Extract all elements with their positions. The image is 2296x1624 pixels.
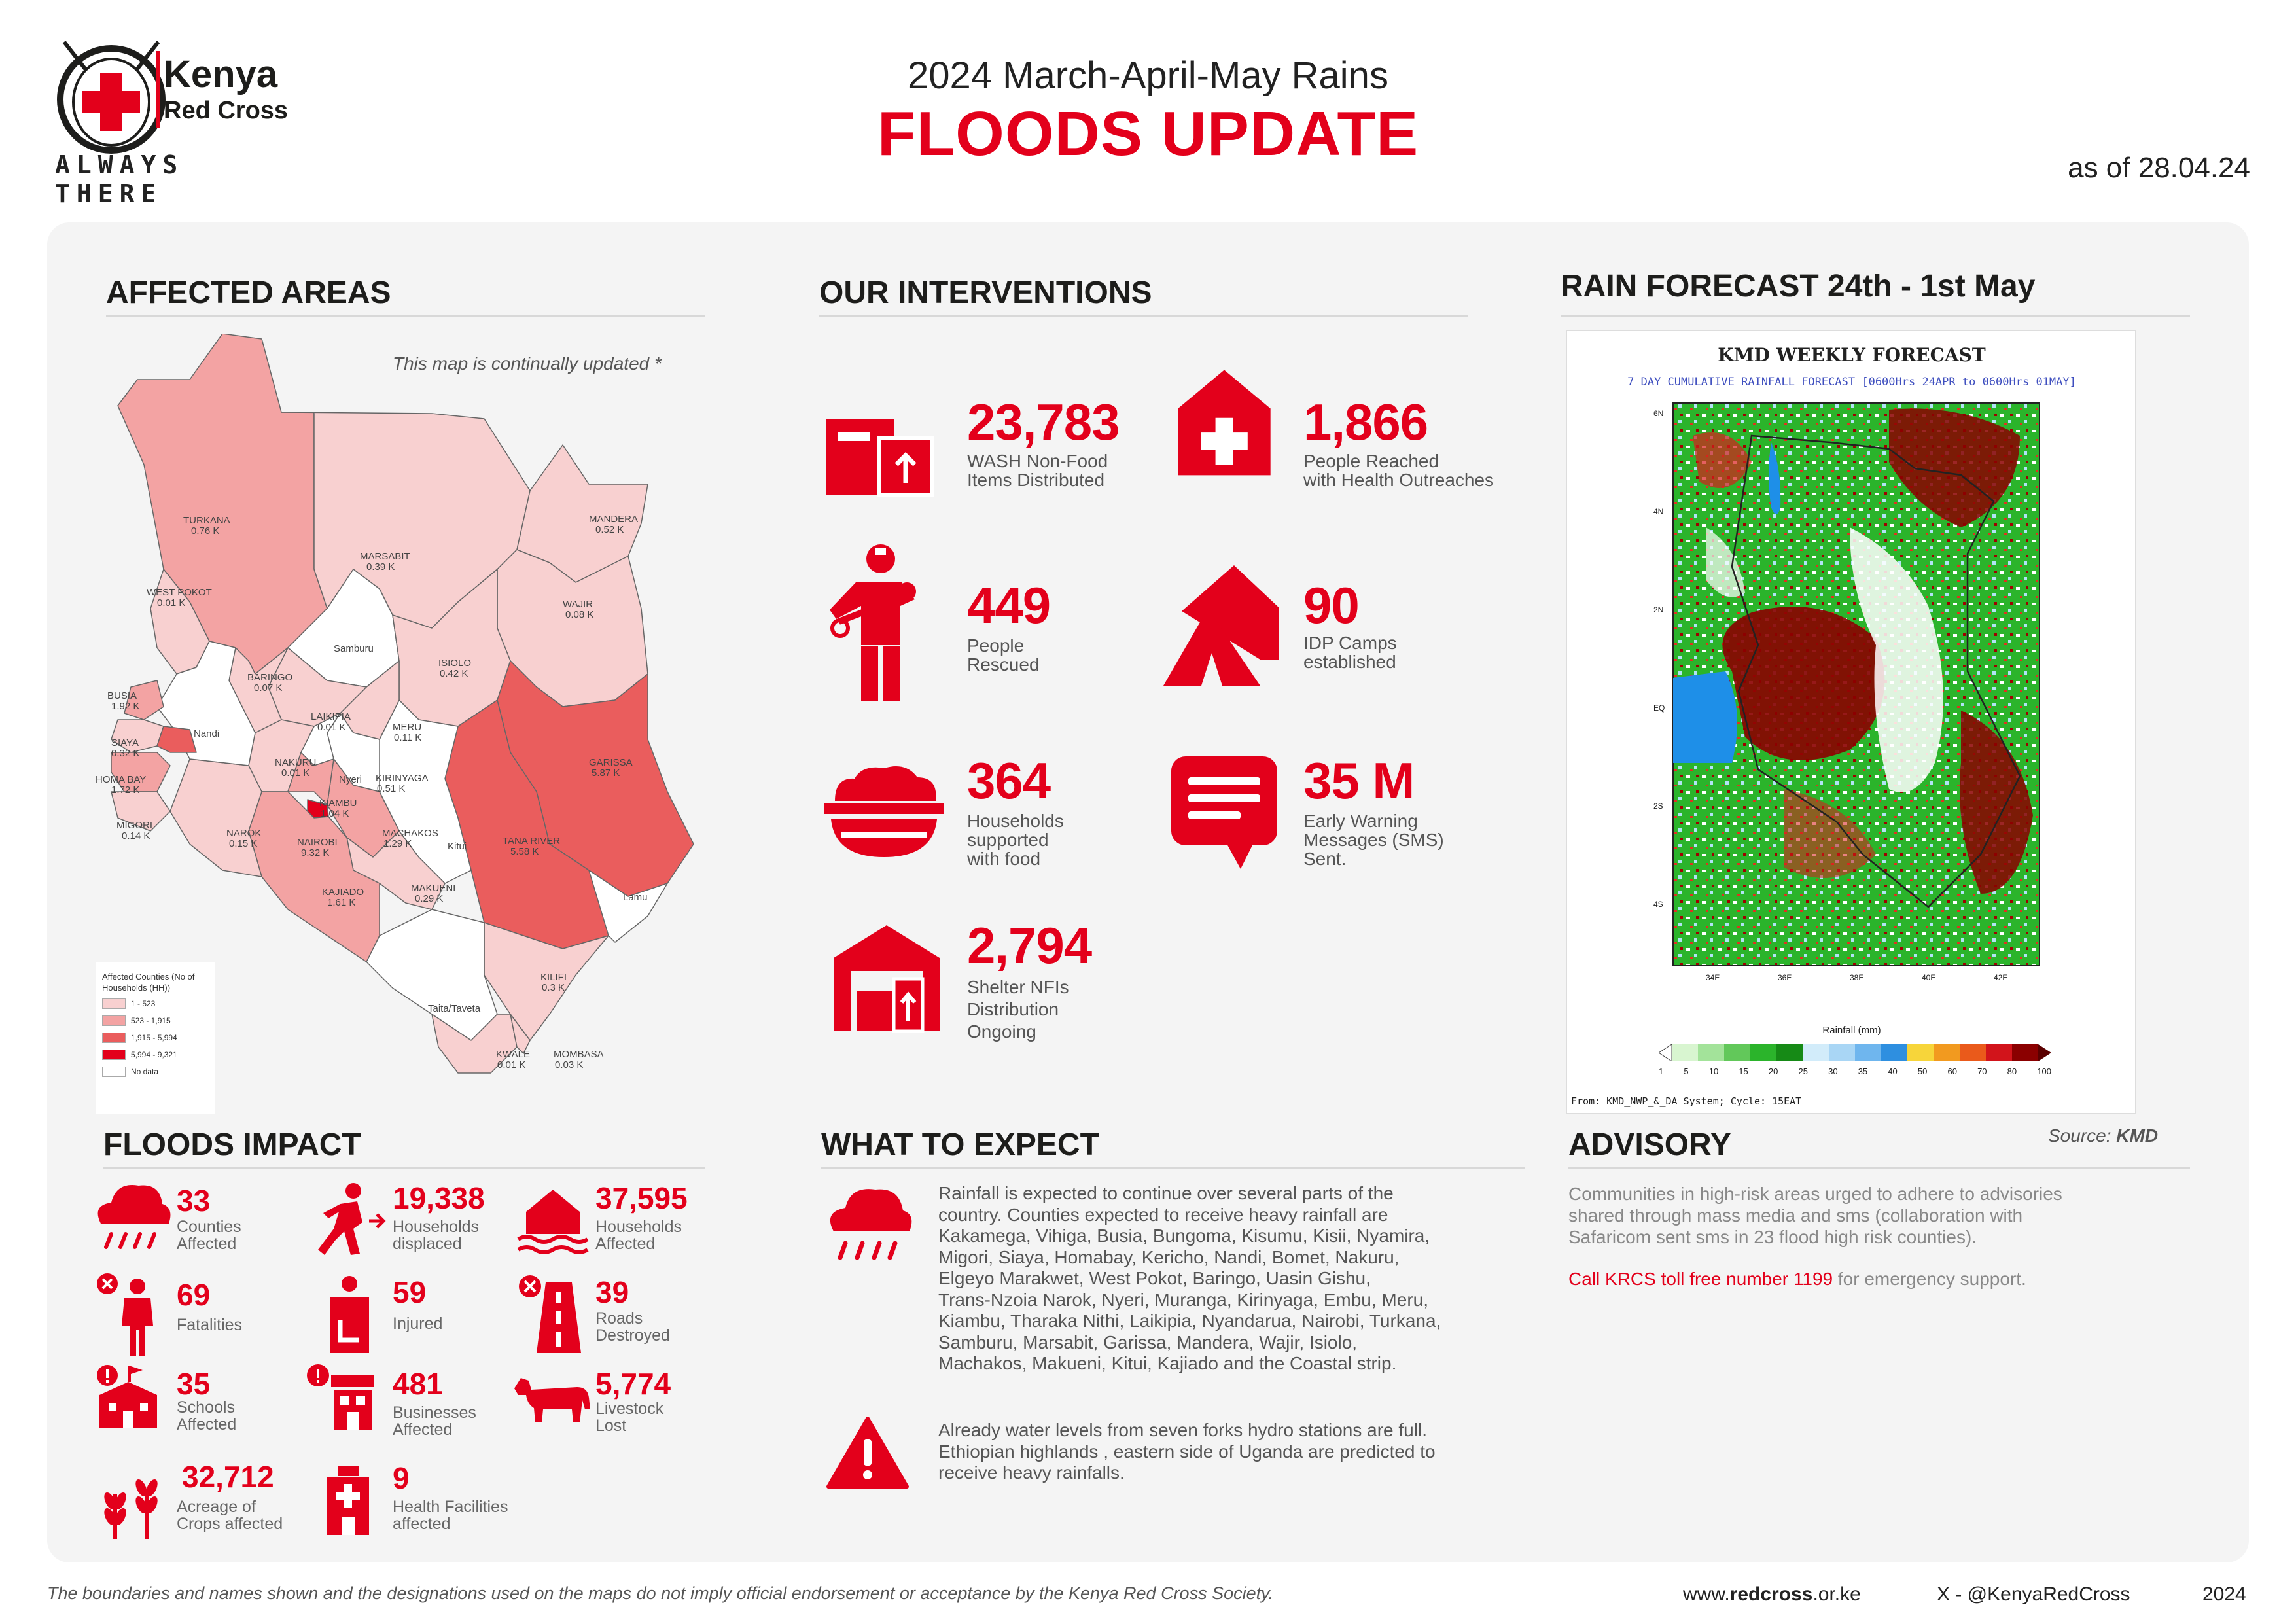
- label-wajir: WAJIR: [563, 599, 593, 610]
- label-homa-bay: HOMA BAY: [96, 774, 147, 785]
- scale-tick: 1: [1659, 1067, 1664, 1076]
- value-kirinyaga: 0.51 K: [377, 783, 406, 794]
- expect-line: Elgeyo Marakwet, West Pokot, Baringo, Uasin Gishu,: [938, 1268, 1371, 1288]
- header-subtitle: 2024 March-April-May Rains: [908, 54, 1388, 97]
- im-value-health: 9: [393, 1461, 410, 1495]
- label-mandera: MANDERA: [589, 514, 639, 525]
- label-laikipia: LAIKIPIA: [311, 711, 351, 722]
- im-label-displaced-1: Households: [393, 1218, 480, 1236]
- forecast-image-title: KMD WEEKLY FORECAST: [1718, 344, 1986, 366]
- value-meru: 0.11 K: [394, 732, 422, 743]
- value-wajir: 0.08 K: [565, 609, 594, 620]
- label-siaya: SIAYA: [111, 737, 139, 749]
- iv-label-wash-2: Items Distributed: [967, 470, 1105, 490]
- advisory-call: [1568, 1269, 2026, 1290]
- expect-line: Trans-Nzoia Narok, Nyeri, Muranga, Kirinyaga, Embu, Meru,: [938, 1289, 1428, 1310]
- legend-row: [102, 998, 208, 1009]
- county-kisumu: [157, 726, 196, 752]
- im-value-displaced: 19,338: [393, 1181, 485, 1215]
- expect-line: Kiambu, Tharaka Nithi, Laikipia, Nyandarua, Nairobi, Turkana,: [938, 1311, 1441, 1331]
- value-machakos: 1.29 K: [383, 838, 412, 849]
- legend-title: Affected Counties (No of Households (HH)): [102, 972, 195, 993]
- im-label-livestock-1: Livestock: [595, 1400, 664, 1418]
- expect-title: WHAT TO EXPECT: [821, 1127, 1099, 1162]
- forecast-scale-ticks: [1659, 1067, 2051, 1076]
- label-narok: NAROK: [226, 828, 262, 839]
- scale-tick: 35: [1858, 1067, 1868, 1076]
- logo-name-line1: Kenya: [164, 53, 278, 96]
- county-turkana: [118, 334, 327, 674]
- im-label-hh-affected-2: Affected: [595, 1235, 656, 1253]
- expect-line: receive heavy rainfalls.: [938, 1462, 1125, 1483]
- label-turkana: TURKANA: [183, 515, 230, 526]
- iv-value-sms: 35 M: [1303, 752, 1415, 809]
- label-busia: BUSIA: [107, 690, 137, 701]
- advisory-divider: [1568, 1167, 2190, 1169]
- label-marsabit: MARSABIT: [360, 551, 410, 562]
- im-label-roads-1: Roads: [595, 1309, 643, 1328]
- header-date: as of 28.04.24: [2068, 152, 2250, 184]
- label-kiambu: KIAMBU: [319, 798, 357, 809]
- advisory-text: [1568, 1183, 2157, 1248]
- iv-label-idp-2: established: [1303, 652, 1396, 672]
- expect-line: Samburu, Marsabit, Garissa, Mandera, Wajir, Isiolo,: [938, 1332, 1358, 1352]
- lat-tick: 2N: [1653, 605, 1664, 614]
- scale-tick: 25: [1798, 1067, 1808, 1076]
- health-house-icon: [1169, 366, 1280, 478]
- label-kitui: Kitui: [448, 841, 467, 852]
- scale-tick: 100: [2037, 1067, 2051, 1076]
- footer-year: 2024: [2202, 1583, 2246, 1605]
- label-kajiado: KAJIADO: [322, 887, 364, 898]
- expect-divider: [821, 1167, 1525, 1169]
- warning-icon: [826, 1416, 910, 1489]
- expect-line: country. Counties expected to receive heavy rainfall are: [938, 1204, 1388, 1225]
- label-isiolo: ISIOLO: [438, 658, 472, 669]
- footer-web-bold: redcross: [1729, 1583, 1813, 1605]
- iv-label-wash-1: WASH Non-Food: [967, 451, 1108, 471]
- legend-label: No data: [131, 1067, 159, 1076]
- scale-tick: 80: [2007, 1067, 2017, 1076]
- value-makueni: 0.29 K: [415, 893, 444, 904]
- forecast-scale-label: Rainfall (mm): [1822, 1025, 1881, 1036]
- forecast-title: RAIN FORECAST 24th - 1st May: [1561, 269, 2036, 304]
- expect-line: Migori, Siaya, Homabay, Kericho, Nandi, Bomet, Nakuru,: [938, 1246, 1400, 1267]
- map-legend: [96, 962, 215, 1114]
- legend-label: 523 - 1,915: [131, 1016, 171, 1025]
- footer-disclaimer: The boundaries and names shown and the designations used on the maps do not imply official endorsement or acceptance by the Kenya Red Cross Society.: [47, 1583, 1274, 1603]
- legend-swatch: [102, 1050, 126, 1060]
- im-value-hh-affected: 37,595: [595, 1181, 688, 1215]
- road-icon: [517, 1273, 589, 1354]
- im-label-fatalities-1: Fatalities: [177, 1316, 243, 1334]
- impact-title: FLOODS IMPACT: [103, 1127, 361, 1162]
- label-migori: MIGORI: [116, 820, 152, 831]
- im-value-schools: 35: [177, 1367, 211, 1401]
- logo-name-line2: Red Cross: [164, 97, 289, 124]
- expect-line: Rainfall is expected to continue over several parts of the: [938, 1183, 1394, 1203]
- advisory-title: ADVISORY: [1568, 1127, 1731, 1162]
- label-west-pokot: WEST POKOT: [147, 587, 212, 598]
- scale-tick: 15: [1739, 1067, 1748, 1076]
- im-label-hh-affected-1: Households: [595, 1218, 682, 1236]
- value-kilifi: 0.3 K: [542, 982, 565, 993]
- im-label-schools-2: Affected: [177, 1415, 237, 1434]
- im-label-crops-1: Acreage of: [177, 1498, 256, 1516]
- label-mombasa: MOMBASA: [554, 1049, 604, 1060]
- legend-row: [102, 1033, 208, 1043]
- cow-icon: [512, 1371, 593, 1424]
- forecast-divider: [1561, 315, 2190, 317]
- im-value-crops: 32,712: [182, 1460, 274, 1494]
- lon-tick: 34E: [1706, 973, 1720, 982]
- value-kiambu: 1.04 K: [321, 808, 349, 819]
- rain-cloud-icon: [823, 1180, 915, 1265]
- im-label-businesses-2: Affected: [393, 1421, 453, 1439]
- value-garissa: 5.87 K: [592, 768, 620, 779]
- value-narok: 0.15 K: [229, 838, 258, 849]
- forecast-from-text: From: KMD_NWP_&_DA System; Cycle: 15EAT: [1571, 1095, 1802, 1107]
- iv-label-sms-3: Sent.: [1303, 849, 1347, 869]
- value-laikipia: 0.01 K: [317, 722, 346, 733]
- value-nairobi: 9.32 K: [301, 847, 330, 858]
- iv-label-health-1: People Reached: [1303, 451, 1439, 471]
- iv-label-shelter-1: Shelter NFIs: [967, 977, 1069, 997]
- label-nyeri: Nyeri: [339, 774, 362, 785]
- im-label-schools-1: Schools: [177, 1398, 235, 1417]
- iv-label-food-2: supported: [967, 830, 1049, 850]
- iv-label-rescued-1: People: [967, 635, 1025, 656]
- injured-icon: [323, 1275, 376, 1356]
- expect-line: Ethiopian highlands , eastern side of Uganda are predicted to: [938, 1441, 1436, 1462]
- iv-label-shelter-3: Ongoing: [967, 1021, 1036, 1042]
- scale-tick: 70: [1977, 1067, 1987, 1076]
- scale-tick: 40: [1888, 1067, 1898, 1076]
- scale-tick: 60: [1947, 1067, 1957, 1076]
- advisory-line: Safaricom sent sms in 23 flood high risk counties).: [1568, 1227, 1977, 1247]
- advisory-call-rest: for emergency support.: [1833, 1269, 2026, 1289]
- value-mombasa: 0.03 K: [555, 1059, 584, 1070]
- value-nakuru: 0.01 K: [281, 768, 310, 779]
- label-taita-taveta: Taita/Taveta: [428, 1003, 481, 1014]
- lat-tick: 4S: [1653, 900, 1663, 909]
- boxes-icon: [823, 391, 934, 503]
- forecast-source-name: KMD: [2116, 1125, 2159, 1146]
- label-kilifi: KILIFI: [540, 972, 567, 983]
- scale-tick: 10: [1708, 1067, 1719, 1076]
- food-bowl-icon: [822, 762, 946, 860]
- value-migori: 0.14 K: [122, 830, 150, 841]
- label-lamu: Lamu: [623, 892, 648, 903]
- iv-label-health-2: with Health Outreaches: [1303, 470, 1494, 490]
- iv-label-sms-1: Early Warning: [1303, 811, 1418, 831]
- iv-label-food-1: Households: [967, 811, 1064, 831]
- im-label-counties-2: Affected: [177, 1235, 237, 1253]
- legend-swatch: [102, 1033, 126, 1043]
- value-busia: 1.92 K: [111, 701, 140, 712]
- label-samburu: Samburu: [334, 643, 374, 654]
- label-kirinyaga: KIRINYAGA: [376, 773, 429, 784]
- legend-swatch: [102, 998, 126, 1009]
- forecast-image-subtitle: 7 DAY CUMULATIVE RAINFALL FORECAST [0600Hrs 24APR to 0600Hrs 01MAY]: [1627, 376, 2076, 389]
- legend-swatch: [102, 1067, 126, 1077]
- lon-tick: 42E: [1994, 973, 2008, 982]
- label-nairobi: NAIROBI: [297, 837, 338, 848]
- label-kwale: KWALE: [496, 1049, 530, 1060]
- forecast-source: [2048, 1125, 2158, 1146]
- map-note: This map is continually updated *: [393, 353, 662, 374]
- im-label-counties-1: Counties: [177, 1218, 241, 1236]
- forecast-source-prefix: Source:: [2048, 1125, 2117, 1146]
- scale-tick: 20: [1768, 1067, 1778, 1076]
- iv-value-shelter: 2,794: [967, 917, 1092, 974]
- header-title: FLOODS UPDATE: [877, 99, 1419, 169]
- im-label-health-1: Health Facilities: [393, 1498, 508, 1516]
- rain-cloud-icon: [92, 1178, 173, 1256]
- lon-tick: 38E: [1850, 973, 1864, 982]
- im-label-roads-2: Destroyed: [595, 1326, 670, 1345]
- expect-para1: [938, 1183, 1525, 1375]
- value-mandera: 0.52 K: [595, 524, 624, 535]
- iv-value-rescued: 449: [967, 576, 1051, 634]
- affected-areas-title: AFFECTED AREAS: [106, 275, 391, 310]
- lon-tick: 40E: [1922, 973, 1936, 982]
- iv-label-rescued-2: Rescued: [967, 654, 1040, 675]
- im-label-injured-1: Injured: [393, 1315, 443, 1333]
- advisory-line: shared through mass media and sms (collaboration with: [1568, 1205, 2023, 1226]
- advisory-hotline: Call KRCS toll free number 1199: [1568, 1269, 1833, 1289]
- value-baringo: 0.07 K: [254, 682, 283, 694]
- iv-value-food: 364: [967, 752, 1051, 809]
- flooded-house-icon: [517, 1186, 589, 1258]
- county-taita-taveta: [366, 909, 497, 1040]
- label-meru: MERU: [393, 722, 422, 733]
- value-homa-bay: 1.72 K: [111, 785, 140, 796]
- iv-value-health: 1,866: [1303, 393, 1428, 451]
- im-label-crops-2: Crops affected: [177, 1515, 283, 1533]
- im-value-injured: 59: [393, 1275, 427, 1309]
- scale-tick: 50: [1917, 1067, 1928, 1076]
- im-label-businesses-1: Businesses: [393, 1403, 476, 1422]
- running-person-icon: [314, 1182, 386, 1260]
- im-value-counties: 33: [177, 1184, 211, 1218]
- im-value-fatalities: 69: [177, 1278, 211, 1312]
- affected-areas-divider: [106, 315, 705, 317]
- value-kajiado: 1.61 K: [327, 897, 356, 908]
- label-baringo: BARINGO: [247, 672, 293, 683]
- lat-tick: EQ: [1653, 703, 1665, 713]
- label-machakos: MACHAKOS: [382, 828, 438, 839]
- scale-tick: 30: [1828, 1067, 1838, 1076]
- legend-label: 5,994 - 9,321: [131, 1050, 177, 1059]
- expect-line: Already water levels from seven forks hydro stations are full.: [938, 1420, 1427, 1440]
- lon-tick: 36E: [1778, 973, 1792, 982]
- iv-label-idp-1: IDP Camps: [1303, 633, 1397, 653]
- warehouse-icon: [831, 923, 942, 1034]
- im-label-health-2: affected: [393, 1515, 451, 1533]
- legend-row: [102, 1067, 208, 1077]
- footer-website-link[interactable]: [1683, 1583, 1861, 1606]
- expect-line: Machakos, Makueni, Kitui, Kajiado and the Coastal strip.: [938, 1353, 1397, 1373]
- value-siaya: 0.32 K: [111, 748, 140, 759]
- forecast-image: [1566, 330, 2136, 1114]
- expect-line: Kakamega, Vihiga, Busia, Bungoma, Kisumu, Kisii, Nyamira,: [938, 1226, 1430, 1246]
- value-tana-river: 5.58 K: [510, 846, 539, 857]
- value-isiolo: 0.42 K: [440, 668, 468, 679]
- value-marsabit: 0.39 K: [366, 561, 395, 573]
- interventions-divider: [819, 315, 1468, 317]
- iv-value-idp: 90: [1303, 576, 1359, 634]
- interventions-title: OUR INTERVENTIONS: [819, 275, 1152, 310]
- rainfall-color-scale: [1659, 1044, 2051, 1061]
- iv-label-food-3: with food: [967, 849, 1041, 869]
- legend-row: [102, 1015, 208, 1026]
- im-value-roads: 39: [595, 1275, 629, 1309]
- value-west-pokot: 0.01 K: [157, 597, 186, 609]
- fatality-icon: [96, 1272, 161, 1357]
- message-icon: [1169, 754, 1280, 872]
- label-nakuru: NAKURU: [275, 757, 317, 768]
- scale-tick: 5: [1684, 1067, 1689, 1076]
- health-facility-icon: [325, 1464, 372, 1536]
- lat-tick: 2S: [1653, 802, 1663, 811]
- label-tana-river: TANA RIVER: [503, 836, 561, 847]
- value-turkana: 0.76 K: [191, 525, 220, 537]
- legend-label: 1 - 523: [131, 999, 156, 1008]
- footer-web-suffix: .or.ke: [1812, 1583, 1861, 1605]
- im-value-livestock: 5,774: [595, 1367, 671, 1401]
- label-garissa: GARISSA: [589, 757, 633, 768]
- footer-social-link[interactable]: X - @KenyaRedCross: [1937, 1583, 2130, 1605]
- crops-icon: [98, 1475, 164, 1540]
- lat-tick: 6N: [1653, 409, 1664, 418]
- legend-label: 1,915 - 5,994: [131, 1033, 177, 1042]
- im-label-displaced-2: displaced: [393, 1235, 462, 1253]
- county-narok: [170, 759, 262, 877]
- label-makueni: MAKUENI: [411, 883, 456, 894]
- advisory-line: Communities in high-risk areas urged to adhere to advisories: [1568, 1184, 2062, 1204]
- iv-label-shelter-2: Distribution: [967, 999, 1059, 1019]
- legend-row: [102, 1050, 208, 1060]
- footer-web-prefix: www.: [1683, 1583, 1730, 1605]
- im-value-businesses: 481: [393, 1367, 443, 1401]
- tent-icon: [1162, 561, 1280, 690]
- label-nandi: Nandi: [194, 728, 220, 739]
- lat-tick: 4N: [1653, 507, 1664, 516]
- impact-divider: [103, 1167, 705, 1169]
- rainfall-forecast-map: [1653, 397, 2059, 995]
- iv-label-sms-2: Messages (SMS): [1303, 830, 1444, 850]
- legend-swatch: [102, 1015, 126, 1026]
- value-kwale: 0.01 K: [497, 1059, 526, 1070]
- school-icon: [96, 1364, 161, 1429]
- business-icon: [305, 1364, 377, 1432]
- logo-tagline: ALWAYS THERE: [55, 150, 185, 208]
- rescuer-icon: [823, 540, 941, 704]
- expect-para2: [938, 1420, 1525, 1484]
- iv-value-wash: 23,783: [967, 393, 1120, 451]
- im-label-livestock-2: Lost: [595, 1417, 627, 1435]
